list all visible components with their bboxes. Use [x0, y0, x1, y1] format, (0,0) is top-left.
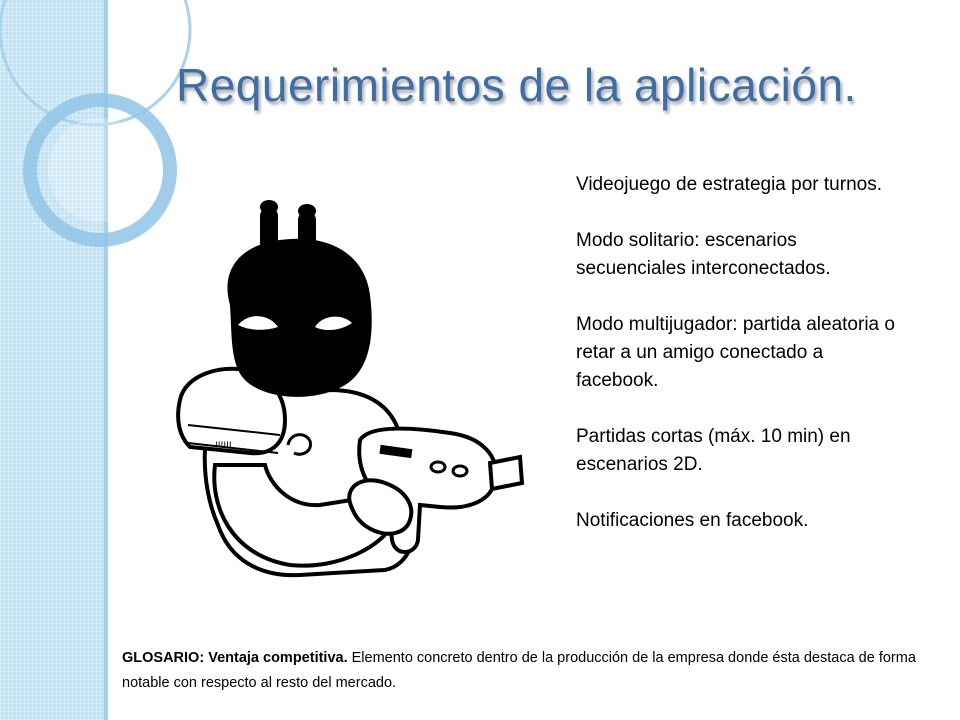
requirement-item: Modo multijugador: partida aleatoria o retar a un amigo conectado a facebook. [576, 314, 895, 391]
glossary-text: Elemento concreto dentro de la producción de la empresa donde ésta destaca de forma notable con respecto al resto del mercado. [122, 650, 916, 691]
svg-text:ıııııı: ıııııı [215, 439, 232, 450]
requirement-item: Notificaciones en facebook. [576, 510, 809, 531]
requirement-item: Videojuego de estrategia por turnos. [576, 174, 882, 195]
requirements-list [576, 171, 906, 563]
masked-character-with-blaster-icon [170, 185, 530, 585]
requirement-item: Partidas cortas (máx. 10 min) en escenarios 2D. [576, 426, 851, 475]
glossary-label: GLOSARIO: Ventaja competitiva. [122, 650, 348, 666]
deco-circle-inner [48, 118, 152, 222]
glossary-note [122, 646, 932, 696]
slide-title: Requerimientos de la aplicación. [176, 59, 857, 111]
requirement-item: Modo solitario: escenarios secuenciales interconectados. [576, 230, 831, 279]
